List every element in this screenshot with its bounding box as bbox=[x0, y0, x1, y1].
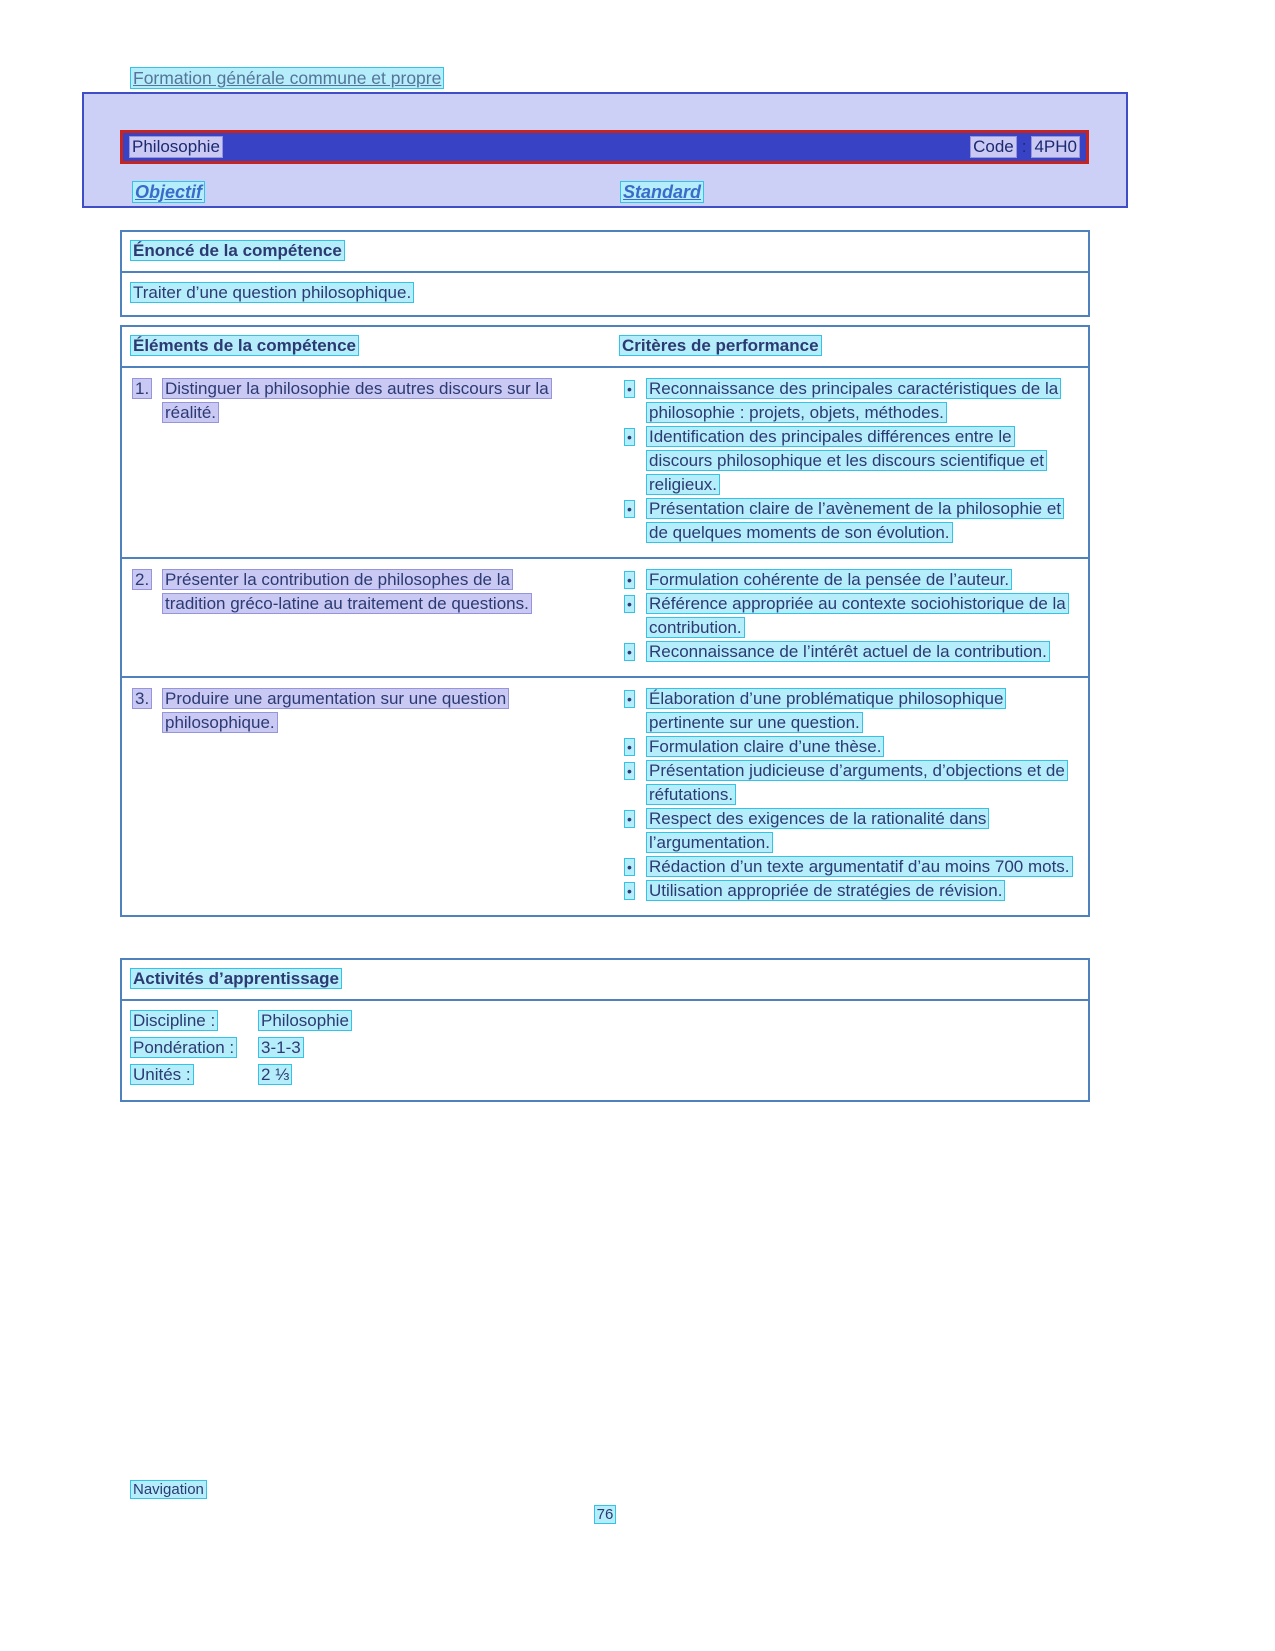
course-title-bar bbox=[120, 130, 1089, 164]
criteres-cell bbox=[602, 368, 1088, 557]
navigation-link-text[interactable]: Navigation bbox=[130, 1480, 207, 1499]
element-number: 3. bbox=[132, 688, 152, 709]
bullet-icon: • bbox=[624, 762, 635, 780]
bullet-icon: • bbox=[624, 571, 635, 589]
activite-value: 2 ⅓ bbox=[258, 1064, 292, 1085]
bullet-wrap bbox=[610, 687, 646, 735]
critere-text: Présentation judicieuse d’arguments, d’objections et de réfutations. bbox=[646, 760, 1068, 805]
critere-text-wrap bbox=[646, 855, 1078, 879]
critere-text: Formulation cohérente de la pensée de l’auteur. bbox=[646, 569, 1012, 590]
bullet-wrap bbox=[610, 592, 646, 640]
criteres-cell bbox=[602, 678, 1088, 915]
standard-heading-text: Standard bbox=[620, 181, 704, 203]
bullet-wrap bbox=[610, 425, 646, 497]
activite-row bbox=[122, 1007, 1088, 1034]
element-number: 1. bbox=[132, 378, 152, 399]
competence-row bbox=[122, 559, 1088, 678]
critere-text: Élaboration d’une problématique philosophique pertinente sur une question. bbox=[646, 688, 1006, 733]
competence-row bbox=[122, 368, 1088, 559]
bullet-icon: • bbox=[624, 690, 635, 708]
element-text-wrap bbox=[162, 568, 574, 616]
element-text: Produire une argumentation sur une question philosophique. bbox=[162, 688, 509, 733]
critere-item bbox=[610, 377, 1078, 425]
activite-label-wrap bbox=[130, 1034, 258, 1061]
critere-item bbox=[610, 735, 1078, 759]
enonce-header bbox=[122, 232, 1088, 273]
criteres-header bbox=[602, 327, 1088, 366]
bullet-icon: • bbox=[624, 428, 635, 446]
bullet-wrap bbox=[610, 759, 646, 807]
bullet-icon: • bbox=[624, 643, 635, 661]
course-code-separator: : bbox=[1021, 137, 1027, 156]
activites-header bbox=[122, 960, 1088, 1001]
enonce-body bbox=[122, 273, 1088, 315]
critere-text-wrap bbox=[646, 377, 1078, 425]
element-text: Présenter la contribution de philosophes de la tradition gréco-latine au traitement de questions. bbox=[162, 569, 532, 614]
critere-item bbox=[610, 568, 1078, 592]
bullet-wrap bbox=[610, 735, 646, 759]
critere-text: Reconnaissance de l’intérêt actuel de la contribution. bbox=[646, 641, 1050, 662]
critere-text-wrap bbox=[646, 568, 1078, 592]
critere-item bbox=[610, 879, 1078, 903]
critere-item bbox=[610, 425, 1078, 497]
critere-text-wrap bbox=[646, 425, 1078, 497]
bullet-icon: • bbox=[624, 380, 635, 398]
bullet-icon: • bbox=[624, 738, 635, 756]
page-number: 76 bbox=[594, 1505, 617, 1524]
course-header-panel bbox=[82, 92, 1128, 208]
element-number-wrap bbox=[132, 377, 162, 425]
activite-label: Discipline : bbox=[130, 1010, 218, 1031]
critere-text-wrap bbox=[646, 687, 1078, 735]
bullet-wrap bbox=[610, 497, 646, 545]
activites-header-text: Activités d’apprentissage bbox=[130, 968, 342, 989]
critere-text-wrap bbox=[646, 759, 1078, 807]
critere-text: Reconnaissance des principales caractéristiques de la philosophie : projets, objets, méthodes. bbox=[646, 378, 1061, 423]
elements-header bbox=[122, 327, 602, 366]
element-text-wrap bbox=[162, 377, 574, 425]
critere-text: Respect des exigences de la rationalité dans l’argumentation. bbox=[646, 808, 989, 853]
critere-text-wrap bbox=[646, 735, 1078, 759]
critere-text: Utilisation appropriée de stratégies de révision. bbox=[646, 880, 1005, 901]
activite-value: 3-1-3 bbox=[258, 1037, 304, 1058]
bullet-icon: • bbox=[624, 858, 635, 876]
critere-item bbox=[610, 855, 1078, 879]
critere-text-wrap bbox=[646, 807, 1078, 855]
critere-item bbox=[610, 592, 1078, 640]
activite-row bbox=[122, 1061, 1088, 1088]
course-code-value: 4PH0 bbox=[1031, 136, 1080, 158]
bullet-icon: • bbox=[624, 810, 635, 828]
critere-text-wrap bbox=[646, 592, 1078, 640]
bullet-wrap bbox=[610, 377, 646, 425]
activite-label: Pondération : bbox=[130, 1037, 237, 1058]
element-item bbox=[132, 687, 594, 735]
activite-label-wrap bbox=[130, 1061, 258, 1088]
element-item bbox=[132, 377, 594, 425]
critere-item bbox=[610, 807, 1078, 855]
bullet-wrap bbox=[610, 568, 646, 592]
element-text: Distinguer la philosophie des autres discours sur la réalité. bbox=[162, 378, 552, 423]
critere-text-wrap bbox=[646, 497, 1078, 545]
activite-row bbox=[122, 1034, 1088, 1061]
element-number-wrap bbox=[132, 568, 162, 616]
navigation-link[interactable] bbox=[130, 1481, 207, 1498]
element-cell bbox=[122, 559, 602, 676]
enonce-body-text: Traiter d’une question philosophique. bbox=[130, 282, 414, 303]
bullet-wrap bbox=[610, 640, 646, 664]
activite-value: Philosophie bbox=[258, 1010, 352, 1031]
element-number: 2. bbox=[132, 569, 152, 590]
bullet-icon: • bbox=[624, 500, 635, 518]
course-code-group bbox=[970, 136, 1080, 158]
activite-value-wrap bbox=[258, 1034, 304, 1061]
critere-item bbox=[610, 640, 1078, 664]
element-text-wrap bbox=[162, 687, 574, 735]
competence-table-header bbox=[122, 327, 1088, 368]
course-title: Philosophie bbox=[129, 136, 223, 158]
objectif-heading bbox=[132, 182, 205, 203]
competence-table bbox=[120, 325, 1090, 917]
activite-value-wrap bbox=[258, 1061, 292, 1088]
activites-table bbox=[120, 958, 1090, 1102]
bullet-wrap bbox=[610, 855, 646, 879]
section-title-text: Formation générale commune et propre bbox=[130, 67, 444, 89]
critere-text: Rédaction d’un texte argumentatif d’au moins 700 mots. bbox=[646, 856, 1073, 877]
page-number-wrap bbox=[120, 1506, 1090, 1523]
elements-header-text: Éléments de la compétence bbox=[130, 335, 359, 356]
bullet-icon: • bbox=[624, 882, 635, 900]
activite-label: Unités : bbox=[130, 1064, 194, 1085]
bullet-wrap bbox=[610, 879, 646, 903]
activite-label-wrap bbox=[130, 1007, 258, 1034]
critere-text-wrap bbox=[646, 640, 1078, 664]
element-cell bbox=[122, 368, 602, 557]
competence-row bbox=[122, 678, 1088, 915]
critere-item bbox=[610, 759, 1078, 807]
bullet-icon: • bbox=[624, 595, 635, 613]
standard-heading bbox=[620, 182, 704, 203]
critere-text: Formulation claire d’une thèse. bbox=[646, 736, 884, 757]
course-code-label: Code bbox=[970, 136, 1017, 158]
criteres-cell bbox=[602, 559, 1088, 676]
activite-value-wrap bbox=[258, 1007, 352, 1034]
element-cell bbox=[122, 678, 602, 915]
enonce-header-text: Énoncé de la compétence bbox=[130, 240, 345, 261]
element-item bbox=[132, 568, 594, 616]
activites-body bbox=[122, 1001, 1088, 1100]
critere-text: Identification des principales différences entre le discours philosophique et les discours scientifique et religieux. bbox=[646, 426, 1047, 495]
critere-item bbox=[610, 497, 1078, 545]
bullet-wrap bbox=[610, 807, 646, 855]
critere-item bbox=[610, 687, 1078, 735]
critere-text: Présentation claire de l’avènement de la philosophie et de quelques moments de son évolution. bbox=[646, 498, 1064, 543]
critere-text: Référence appropriée au contexte sociohistorique de la contribution. bbox=[646, 593, 1069, 638]
enonce-table bbox=[120, 230, 1090, 317]
section-title bbox=[130, 68, 444, 89]
element-number-wrap bbox=[132, 687, 162, 735]
criteres-header-text: Critères de performance bbox=[619, 335, 822, 356]
objectif-heading-text: Objectif bbox=[132, 181, 205, 203]
critere-text-wrap bbox=[646, 879, 1078, 903]
